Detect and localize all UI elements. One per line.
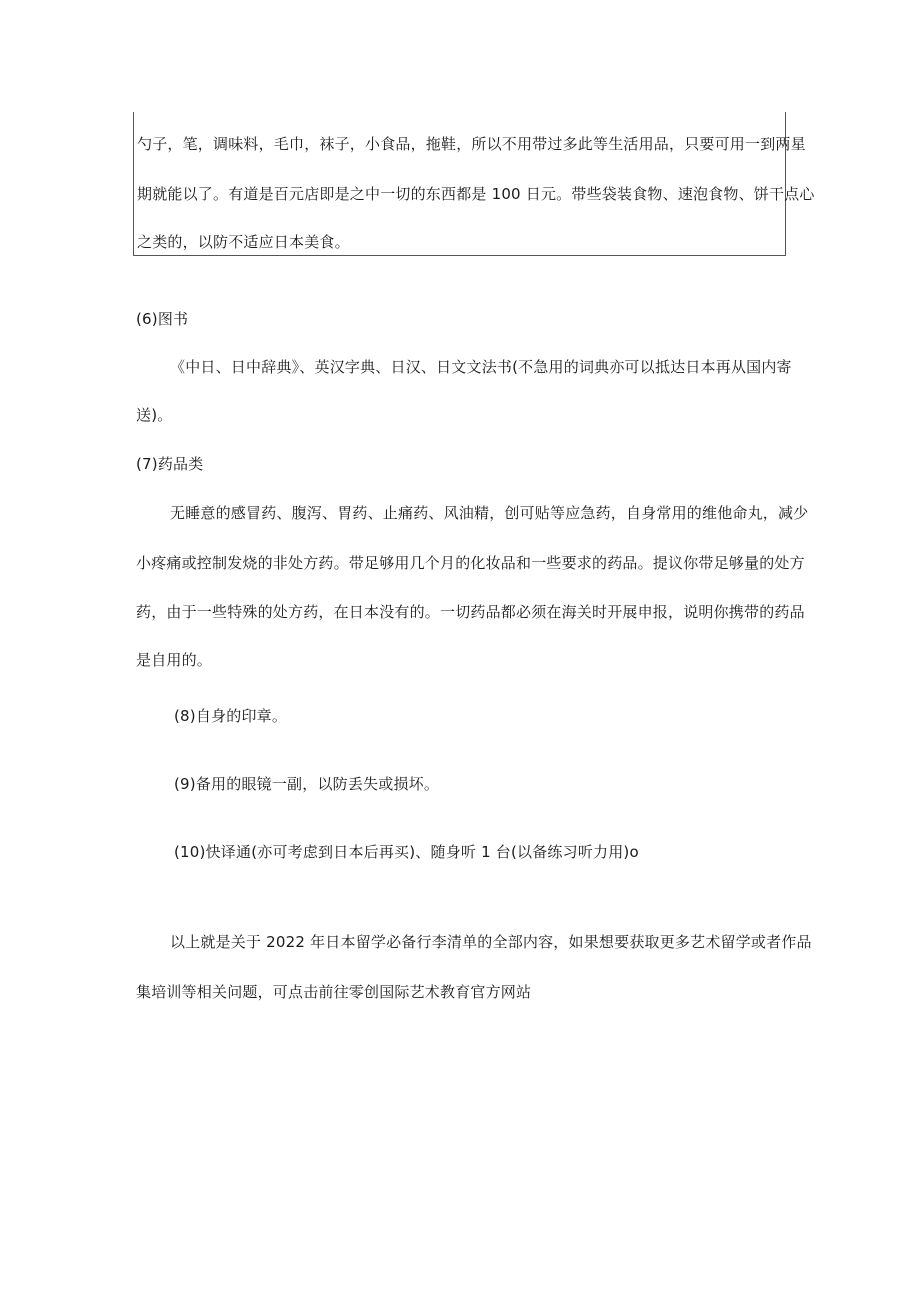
section-7-line-1: 无睡意的感冒药、腹泻、胃药、止痛药、风油精，创可贴等应急药，自身常用的维他命丸，减少 <box>170 504 809 522</box>
box-line-1: 勺子，笔，调味料，毛巾，袜子，小食品，拖鞋，所以不用带过多此等生活用品，只要可用一到两星 <box>137 135 806 153</box>
section-7-line-4: 是自用的。 <box>136 651 213 669</box>
conclusion-line-2: 集培训等相关问题，可点击前往零创国际艺术教育官方网站 <box>136 983 532 1001</box>
section-7-line-3: 药，由于一些特殊的处方药，在日本没有的。一切药品都必须在海关时开展申报，说明你携带的药品 <box>136 603 805 621</box>
section-6-line-2: 送)。 <box>136 406 173 424</box>
section-7-line-2: 小疼痛或控制发烧的非处方药。带足够用几个月的化妆品和一些要求的药品。提议你带足够量的处方 <box>136 554 805 572</box>
box-line-2: 期就能以了。有道是百元店即是之中一切的东西都是 100 日元。带些袋装食物、速泡食物、饼干点心 <box>137 185 815 203</box>
item-8: (8)自身的印章。 <box>174 707 288 725</box>
item-9: (9)备用的眼镜一副，以防丢失或损坏。 <box>174 775 440 793</box>
box-line-3: 之类的，以防不适应日本美食。 <box>137 233 350 251</box>
section-6-line-1: 《中日、日中辞典》、英汉字典、日汉、日文文法书(不急用的词典亦可以抵达日本再从国内寄 <box>170 358 792 376</box>
section-7-heading: (7)药品类 <box>136 455 204 473</box>
section-6-heading: (6)图书 <box>136 310 189 328</box>
conclusion-line-1: 以上就是关于 2022 年日本留学必备行李清单的全部内容，如果想要获取更多艺术留学或者作品 <box>170 933 812 951</box>
item-10: (10)快译通(亦可考虑到日本后再买)、随身听 1 台(以备练习听力用)o <box>174 843 639 861</box>
